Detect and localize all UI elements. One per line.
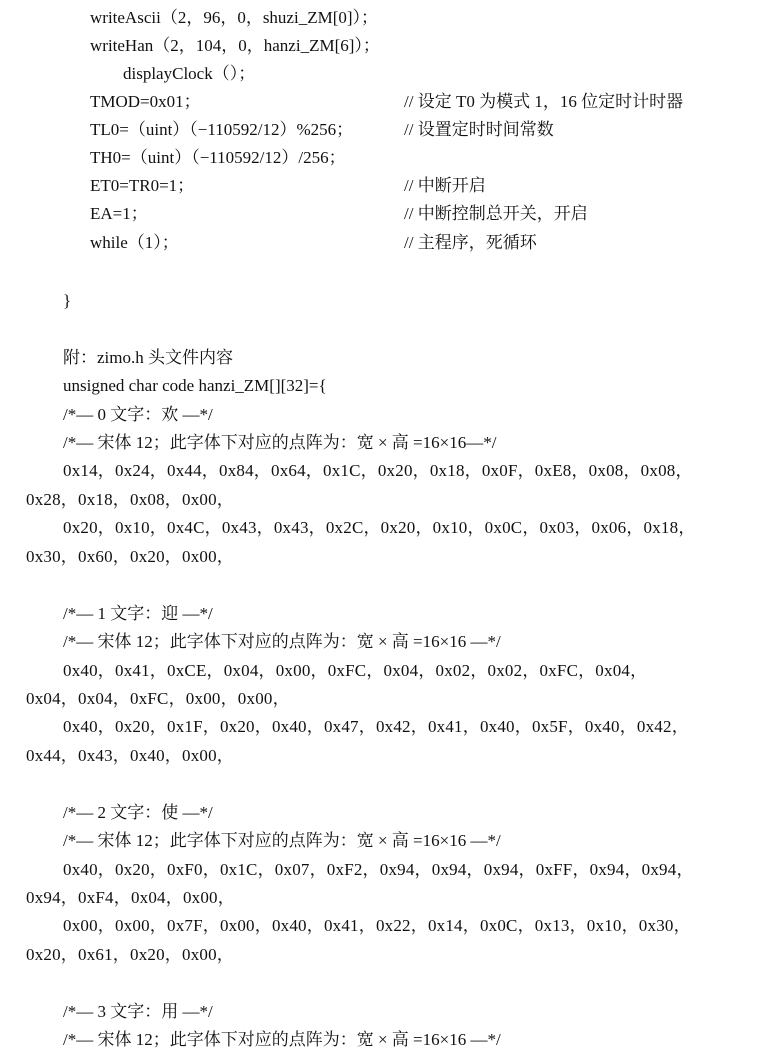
code-comment-et0: // 中断开启 [404, 176, 486, 195]
hex-row: 0x00，0x00，0x7F，0x00，0x40，0x41，0x22，0x14，0x0C，0x13，0x10，0x30， [63, 916, 691, 935]
appendix-title: 附：zimo.h 头文件内容 [63, 348, 233, 367]
glyph-comment-title: /*— 0 文字：欢 —*/ [63, 405, 213, 424]
hex-row: 0x40，0x20，0xF0，0x1C，0x07，0xF2，0x94，0x94，0x94，0xFF，0x94，0x94， [63, 860, 694, 879]
hex-row: 0x20，0x10，0x4C，0x43，0x43，0x2C，0x20，0x10，0x0C，0x03，0x06，0x18， [63, 518, 696, 537]
glyph-comment-title: /*— 1 文字：迎 —*/ [63, 604, 213, 623]
glyph-comment-font: /*— 宋体 12；此字体下对应的点阵为：宽 × 高 =16×16—*/ [63, 433, 497, 452]
hex-row: 0x40，0x20，0x1F，0x20，0x40，0x47，0x42，0x41，0x40，0x5F，0x40，0x42， [63, 717, 689, 736]
code-line-while: while（1）； [90, 233, 179, 252]
hex-row: 0x14，0x24，0x44，0x84，0x64，0x1C，0x20，0x18，0x0F，0xE8，0x08，0x08， [63, 461, 693, 480]
code-line-write-han: writeHan（2，104，0，hanzi_ZM[6]）； [90, 36, 380, 55]
code-comment-tmod: // 设定 T0 为模式 1，16 位定时计时器 [404, 92, 684, 111]
hex-row-continued: 0x28，0x18，0x08，0x00， [26, 490, 234, 509]
code-comment-tl0: // 设置定时时间常数 [404, 120, 554, 139]
code-line-ea: EA=1； [90, 204, 148, 223]
glyph-comment-font: /*— 宋体 12；此字体下对应的点阵为：宽 × 高 =16×16 —*/ [63, 831, 501, 850]
code-line-write-ascii: writeAscii（2，96，0，shuzi_ZM[0]）； [90, 8, 379, 27]
glyph-comment-font: /*— 宋体 12；此字体下对应的点阵为：宽 × 高 =16×16 —*/ [63, 1030, 501, 1049]
hex-row: 0x40，0x41，0xCE，0x04，0x00，0xFC，0x04，0x02，0x02，0xFC，0x04， [63, 661, 648, 680]
hex-row-continued: 0x94，0xF4，0x04，0x00， [26, 888, 235, 907]
glyph-comment-title: /*— 2 文字：使 —*/ [63, 803, 213, 822]
code-comment-while: // 主程序，死循环 [404, 233, 537, 252]
code-line-display-clock: displayClock（）； [123, 64, 256, 83]
hex-row-continued: 0x30，0x60，0x20，0x00， [26, 547, 234, 566]
code-line-tl0: TL0=（uint）（−110592/12）%256； [90, 120, 354, 139]
code-line-et0: ET0=TR0=1； [90, 176, 195, 195]
glyph-comment-font: /*— 宋体 12；此字体下对应的点阵为：宽 × 高 =16×16 —*/ [63, 632, 501, 651]
glyph-comment-title: /*— 3 文字：用 —*/ [63, 1002, 213, 1021]
code-comment-ea: // 中断控制总开关，开启 [404, 204, 588, 223]
hex-row-continued: 0x20，0x61，0x20，0x00， [26, 945, 234, 964]
code-closing-brace: } [63, 291, 72, 310]
code-line-tmod: TMOD=0x01； [90, 92, 201, 111]
code-line-th0: TH0=（uint）（−110592/12）/256； [90, 148, 346, 167]
hex-row-continued: 0x44，0x43，0x40，0x00， [26, 746, 234, 765]
appendix-declaration: unsigned char code hanzi_ZM[][32]={ [63, 376, 327, 395]
hex-row-continued: 0x04，0x04，0xFC，0x00，0x00， [26, 689, 290, 708]
